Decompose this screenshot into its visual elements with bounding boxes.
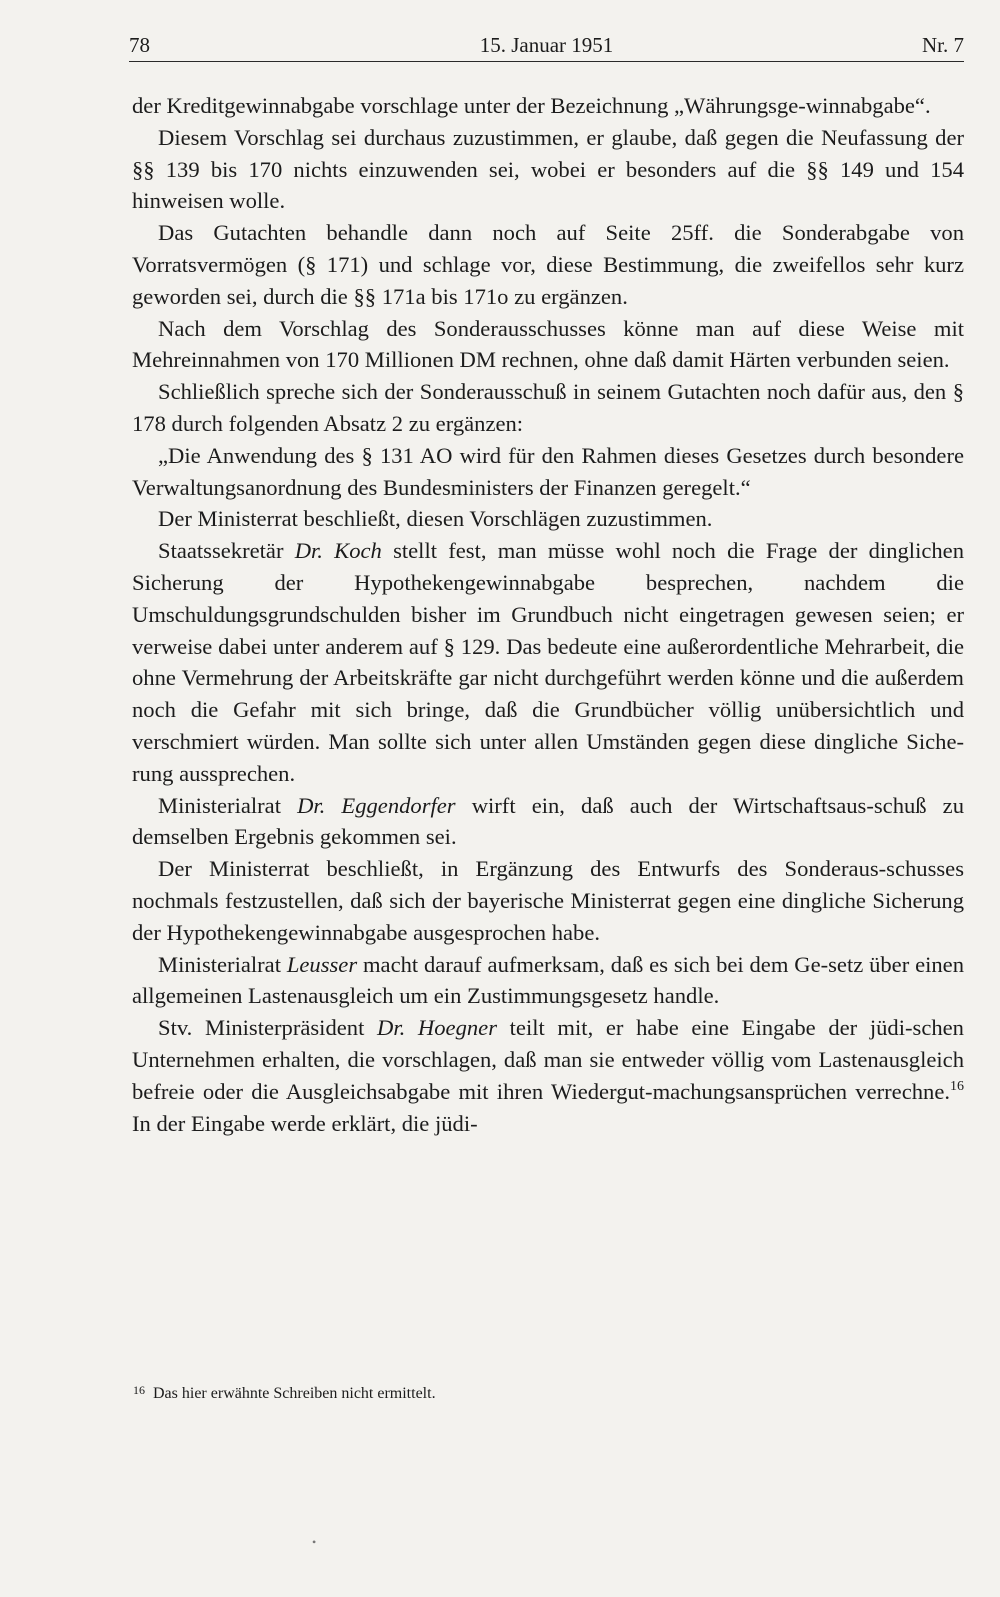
text-segment: Schließlich spreche sich der Sonderausschuß in seinem Gutachten noch dafür aus, den § 178 durch folgenden Absatz 2 zu ergänzen: (132, 379, 964, 436)
text-segment: Der Ministerrat beschließt, in Ergänzung des Entwurfs des Sonderaus-schusses nochmals festzustellen, daß sich der bayerische Ministerrat gegen eine dingliche Sicherung der Hypothekengewinnabgabe ausgesprochen habe. (132, 856, 964, 945)
text-segment: Der Ministerrat beschließt, diesen Vorschlägen zuzustimmen. (158, 506, 713, 532)
speaker-name: Dr. Eggendorfer (297, 792, 456, 818)
text-segment: Das Gutachten behandle dann noch auf Seite 25ff. die Sonderabgabe von Vorratsvermögen (§ 171) und schlage vor, diese Bestimmung, die zweifellos sehr kurz geworden sei, durch die §§ 171a bis 171o zu ergänzen. (132, 220, 964, 309)
paragraph (132, 217, 964, 312)
paragraph (132, 90, 964, 122)
paragraph (132, 376, 964, 440)
text-segment: Ministerialrat (158, 951, 287, 977)
text-segment: Nach dem Vorschlag des Sonderausschusses könne man auf diese Weise mit Mehreinnahmen von 170 Millionen DM rechnen, ohne daß damit Härten verbunden seien. (132, 315, 964, 373)
text-segment: macht darauf aufmerksam, daß es sich bei dem Ge-setz über einen allgemeinen Lastenausgleich um ein Zustimmungsgesetz handle. (132, 951, 965, 1009)
running-head (129, 30, 964, 60)
header-date: 15. Januar 1951 (479, 33, 614, 57)
text-segment: der Kreditgewinnabgabe vorschlage unter der Bezeichnung „Währungsge-winnabgabe“. (132, 93, 931, 118)
speaker-name: Leusser (286, 951, 358, 977)
text-segment: Staatssekretär (158, 538, 295, 564)
footnote-number: 16 (133, 1383, 145, 1397)
text-segment: In der Eingabe werde erklärt, die jüdi- (132, 1110, 478, 1136)
speaker-name: Dr. Hoegner (377, 1015, 497, 1041)
text-segment: teilt mit, er habe eine Eingabe der jüdi-schen Unternehmen erhalten, die vorschlagen, daß man sie entweder völlig vom Lastenausgleich befreie oder die Ausgleichsabgabe mit ihren Wiedergut-machungsansprüchen verrechne. (132, 1015, 964, 1104)
header-rule (129, 61, 964, 62)
paragraph (132, 853, 964, 948)
text-segment: wirft ein, daß auch der Wirtschaftsaus-schuß zu demselben Ergebnis gekommen sei. (132, 792, 964, 850)
paragraph (132, 122, 964, 217)
paragraph (132, 503, 964, 535)
paragraph (132, 535, 964, 789)
block-quote (132, 440, 964, 504)
paragraph (132, 790, 964, 854)
stray-mark: • (312, 1535, 317, 1549)
footnote (133, 1379, 965, 1405)
body-text (132, 90, 964, 1139)
paragraph (132, 949, 964, 1013)
text-segment: Stv. Ministerpräsident (158, 1015, 378, 1041)
text-segment: Diesem Vorschlag sei durchaus zuzustimmen, er glaube, daß gegen die Neufassung der §§ 139 bis 170 nichts einzuwenden sei, wobei er besonders auf die §§ 149 und 154 hinweisen wolle. (132, 124, 964, 214)
header-issue: Nr. 7 (922, 33, 964, 57)
footnote-text: Das hier erwähnte Schreiben nicht ermittelt. (153, 1385, 436, 1402)
footnote-reference[interactable]: 16 (950, 1078, 964, 1094)
page-number: 78 (129, 33, 150, 57)
speaker-name: Dr. Koch (294, 538, 382, 564)
text-segment: „Die Anwendung des § 131 AO wird für den Rahmen dieses Gesetzes durch besondere Verwaltungsanordnung des Bundesministers der Finanzen geregelt.“ (132, 442, 964, 500)
paragraph (132, 1012, 964, 1139)
text-segment: stellt fest, man müsse wohl noch die Frage der dinglichen Sicherung der Hypothekengewinnabgabe besprechen, nachdem die Umschuldungsgrundschulden bisher im Grundbuch nicht eingetragen gewesen seien; er verweise dabei unter anderem auf § 129. Das bedeute eine außerordentliche Mehrarbeit, die ohne Vermehrung der Arbeitskräfte gar nicht durchgeführt werden könne und die außerdem noch die Gefahr mit sich bringe, daß die Grundbücher völlig unübersichtlich und verschmiert würden. Man sollte sich unter allen Umständen gegen diese dingliche Siche-rung aussprechen. (132, 538, 964, 786)
paragraph (132, 313, 964, 377)
text-segment: Ministerialrat (158, 792, 298, 818)
